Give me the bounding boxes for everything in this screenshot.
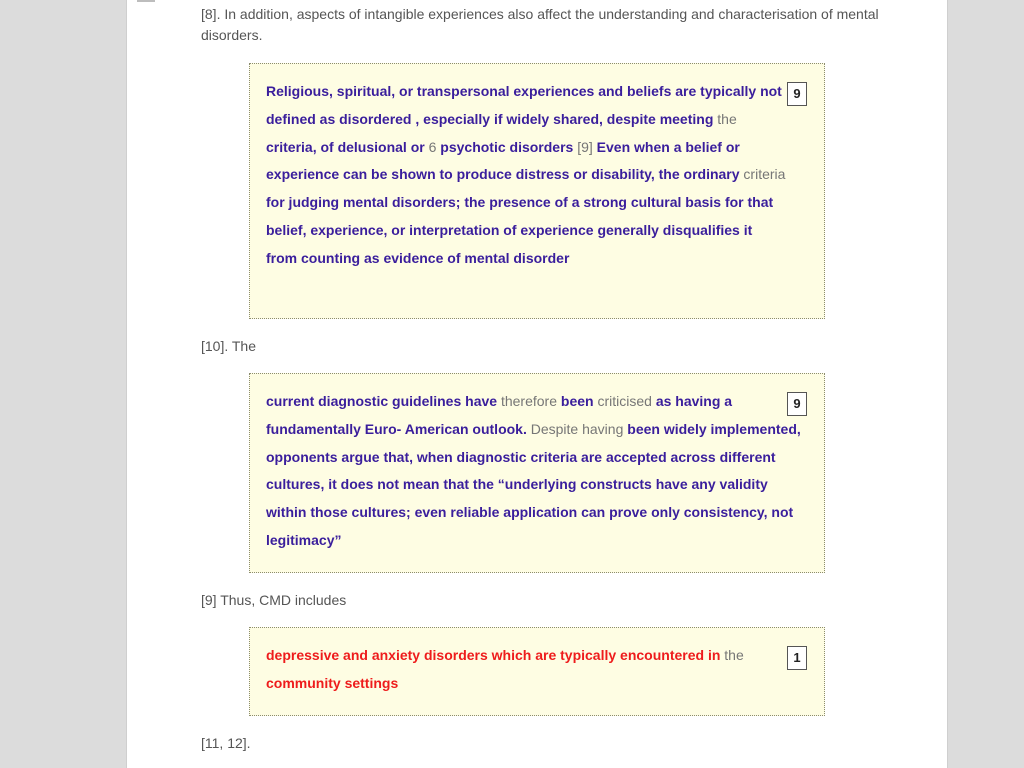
- quote-text-2: [266, 388, 812, 555]
- quote-plain-segment: therefore: [500, 393, 557, 409]
- page-corner-mark: [137, 0, 155, 2]
- quote-plain-segment: criticised: [597, 393, 652, 409]
- quote-plain-segment: criteria: [743, 166, 786, 183]
- quote-highlight-segment: depressive and anxiety disorders which are typically encountered in: [266, 647, 725, 663]
- highlighted-quote-2: [249, 373, 825, 573]
- quote-text-1: [266, 78, 786, 273]
- highlighted-quote-1: [249, 63, 825, 319]
- quote-highlight-segment: current diagnostic guidelines have: [266, 393, 501, 409]
- paragraph-ref-10: [10]. The: [201, 338, 257, 354]
- quote-text-3: [266, 642, 812, 698]
- paragraph-ref-9: [9] Thus, CMD includes: [201, 592, 347, 608]
- quote-plain-segment: the: [717, 110, 737, 127]
- quote-highlight-segment: been: [557, 393, 598, 409]
- document-page: [126, 0, 948, 768]
- quote-highlight-segment: community settings: [266, 674, 399, 691]
- quote-highlight-segment: psychotic disorders: [436, 138, 578, 155]
- quote-plain-segment: 6: [428, 138, 437, 155]
- quote-highlight-segment: been widely implemented, opponents argue that, when diagnostic criteria are accepted across different cultures, it does not mean that the “underlying constructs have any validity within those cultures; even reliable application can prove only consistency, not legitimacy”: [266, 420, 801, 548]
- quote-plain-segment: [9]: [577, 138, 593, 155]
- quote-plain-segment: Despite having: [530, 420, 624, 437]
- quote-highlight-segment: as having a fundamentally Euro- American outlook.: [266, 393, 733, 437]
- citation-count-badge-1[interactable]: 9: [787, 82, 807, 106]
- citation-count-badge-3[interactable]: 1: [787, 646, 807, 670]
- highlighted-quote-3: [249, 627, 825, 716]
- citation-count-badge-2[interactable]: 9: [787, 392, 807, 416]
- quote-highlight-segment: criteria, of delusional or: [266, 138, 429, 155]
- paragraph-ref-11-12: [11, 12].: [201, 735, 251, 751]
- quote-highlight-segment: Even when a belief or experience can be shown to produce distress or disability, the ordinary: [266, 138, 744, 183]
- quote-highlight-segment: Religious, spiritual, or transpersonal experiences and beliefs are typically not defined as disordered , especially if widely shared, despite meeting: [266, 83, 782, 127]
- paragraph-ref-8: [8]. In addition, aspects of intangible experiences also affect the understanding and characterisation of mental disorders.: [201, 6, 879, 43]
- quote-highlight-segment: for judging mental disorders; the presence of a strong cultural basis for that belief, experience, or interpretation of experience generally disqualifies it from counting as evidence of mental disorder: [266, 194, 774, 266]
- quote-plain-segment: the: [724, 647, 744, 663]
